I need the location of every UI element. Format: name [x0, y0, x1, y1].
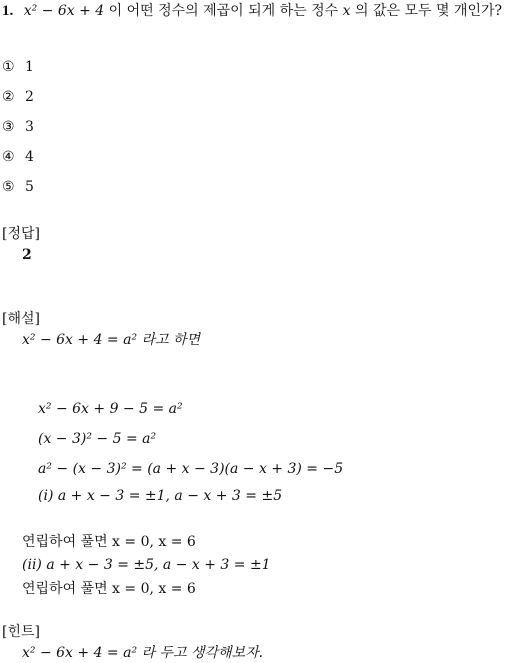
option-marker: ④: [2, 149, 15, 165]
hint-label: [힌트]: [2, 624, 40, 640]
question-number: 1.: [2, 3, 14, 19]
question-expression: x² − 6x + 4: [23, 3, 105, 19]
option-value: 2: [25, 89, 34, 105]
option-2[interactable]: [2, 88, 34, 106]
option-value: 5: [25, 179, 34, 195]
solution-intro: x² − 6x + 4 = a² 라고 하면: [22, 332, 201, 348]
option-value: 4: [25, 149, 34, 165]
solution-line-2: (x − 3)² − 5 = a²: [38, 431, 157, 447]
question-variable: x: [342, 3, 351, 19]
answer-label: [정답]: [2, 226, 40, 242]
question-text-end: 의 값은 모두 몇 개인가?: [355, 3, 503, 19]
option-marker: ②: [2, 89, 15, 105]
question-text: 이 어떤 정수의 제곱이 되게 하는 정수: [108, 3, 339, 19]
option-3[interactable]: [2, 118, 34, 136]
solution-step-2: 연립하여 풀면 x = 0, x = 6: [22, 581, 196, 597]
solution-case-2: (ⅱ) a + x − 3 = ±5, a − x + 3 = ±1: [22, 557, 271, 573]
option-marker: ⑤: [2, 179, 15, 195]
option-4[interactable]: [2, 148, 34, 166]
solution-case-1: (ⅰ) a + x − 3 = ±1, a − x + 3 = ±5: [38, 488, 283, 504]
option-5[interactable]: [2, 178, 34, 196]
hint-text: x² − 6x + 4 = a² 라 두고 생각해보자.: [22, 645, 264, 661]
option-marker: ①: [2, 59, 15, 75]
option-1[interactable]: [2, 58, 34, 76]
option-marker: ③: [2, 119, 15, 135]
question: [2, 2, 502, 20]
answer-value: 2: [22, 247, 32, 263]
solution-label: [해설]: [2, 311, 40, 327]
solution-step-1: 연립하여 풀면 x = 0, x = 6: [22, 534, 196, 550]
option-value: 1: [25, 59, 34, 75]
solution-line-3: a² − (x − 3)² = (a + x − 3)(a − x + 3) = −5: [38, 461, 344, 477]
solution-line-1: x² − 6x + 9 − 5 = a²: [38, 401, 183, 417]
option-value: 3: [25, 119, 34, 135]
